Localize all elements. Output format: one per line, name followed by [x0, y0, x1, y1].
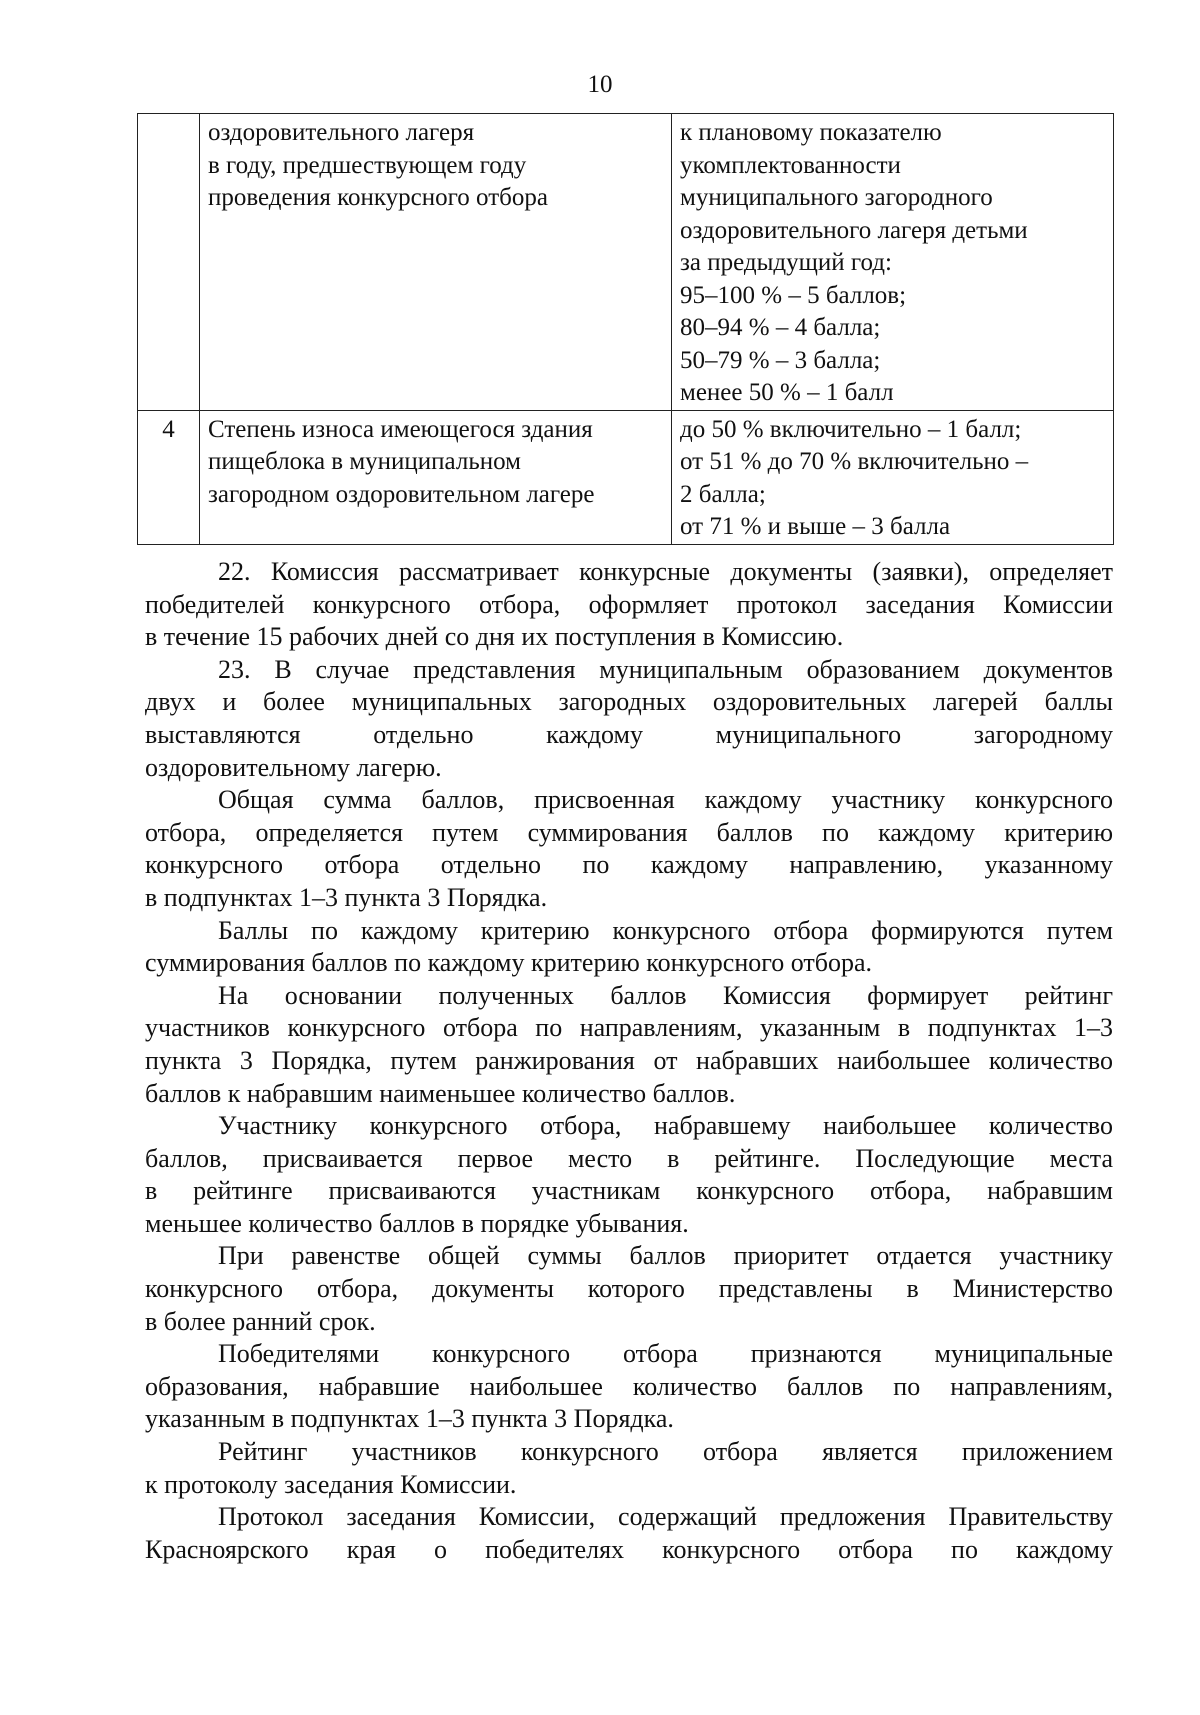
text-line: конкурсного отбора, документы которого представлены в Министерство: [145, 1274, 1113, 1304]
text-line: суммирования баллов по каждому критерию конкурсного отбора.: [145, 948, 873, 978]
paragraph-tie-break: [145, 1240, 1113, 1338]
table-cell-number: 4: [138, 410, 200, 544]
paragraph-22: [145, 556, 1113, 654]
scoring-line: 50–79 % – 3 балла;: [680, 346, 881, 374]
table-cell-scoring: [672, 410, 1114, 544]
scoring-line: укомплектованности: [680, 151, 901, 179]
text-line: баллов, присваивается первое место в рейтинге. Последующие места: [145, 1143, 1113, 1173]
text-line: двух и более муниципальных загородных оздоровительных лагерей баллы: [145, 687, 1113, 717]
text-line: указанным в подпунктах 1–3 пункта 3 Порядка.: [145, 1404, 674, 1434]
text-line: При равенстве общей суммы баллов приоритет отдается участнику: [218, 1241, 1113, 1271]
scoring-line: 95–100 % – 5 баллов;: [680, 281, 907, 309]
text-line: в подпунктах 1–3 пункта 3 Порядка.: [145, 882, 548, 912]
scoring-line: муниципального загородного: [680, 184, 993, 211]
text-line: отбора, определяется путем суммирования баллов по каждому критерию: [145, 817, 1113, 847]
criterion-line: Степень износа имеющегося здания: [208, 415, 593, 443]
text-line: меньшее количество баллов в порядке убывания.: [145, 1208, 689, 1238]
scoring-line: менее 50 % – 1 балл: [680, 379, 894, 406]
page-number: 10: [587, 71, 613, 98]
scoring-line: за предыдущий год:: [680, 249, 892, 276]
scoring-line: 80–94 % – 4 балла;: [680, 314, 881, 341]
table-cell-criterion: [200, 114, 672, 411]
table-cell-scoring: [672, 114, 1114, 411]
paragraph-rating-appendix: [145, 1436, 1113, 1501]
paragraph-winners: [145, 1338, 1113, 1436]
paragraph-rating: [145, 980, 1113, 1110]
text-line: Победителями конкурсного отбора признаются муниципальные: [218, 1339, 1113, 1369]
paragraph-protocol: [145, 1501, 1113, 1566]
table-cell-criterion: [200, 410, 672, 544]
table-cell-number: [138, 114, 200, 411]
text-line: образования, набравшие наибольшее количество баллов по направлениям,: [145, 1371, 1113, 1401]
scoring-line: 2 балла;: [680, 480, 766, 508]
text-line: выставляются отдельно каждому муниципального загородному: [145, 719, 1113, 749]
text-line: к протоколу заседания Комиссии.: [145, 1469, 517, 1499]
text-line: Рейтинг участников конкурсного отбора является приложением: [218, 1437, 1113, 1467]
text-line: 23. В случае представления муниципальным образованием документов: [218, 654, 1113, 684]
scoring-line: до 50 % включительно – 1 балл;: [680, 415, 1022, 443]
text-line: в рейтинге присваиваются участникам конкурсного отбора, набравшим: [145, 1176, 1113, 1206]
text-line: Красноярского края о победителях конкурсного отбора по каждому: [145, 1534, 1113, 1564]
scoring-line: оздоровительного лагеря детьми: [680, 216, 1028, 244]
scoring-line: от 71 % и выше – 3 балла: [680, 513, 951, 540]
text-line: На основании полученных баллов Комиссия формирует рейтинг: [218, 980, 1113, 1010]
table-row: [138, 410, 1114, 544]
text-line: победителей конкурсного отбора, оформляет протокол заседания Комиссии: [145, 589, 1113, 619]
paragraph-total-score: [145, 784, 1113, 914]
text-line: Баллы по каждому критерию конкурсного отбора формируются путем: [218, 915, 1113, 945]
criterion-line: загородном оздоровительном лагере: [208, 480, 595, 508]
text-line: пункта 3 Порядка, путем ранжирования от набравших наибольшее количество: [145, 1045, 1113, 1075]
text-line: Протокол заседания Комиссии, содержащий предложения Правительству: [218, 1502, 1113, 1532]
text-line: Участнику конкурсного отбора, набравшему наибольшее количество: [218, 1111, 1113, 1141]
text-line: участников конкурсного отбора по направлениям, указанным в подпунктах 1–3: [145, 1013, 1113, 1043]
criterion-line: проведения конкурсного отбора: [208, 184, 548, 211]
table-row: [138, 114, 1114, 411]
criterion-line: оздоровительного лагеря: [208, 119, 475, 146]
scoring-line: от 51 % до 70 % включительно –: [680, 448, 1029, 475]
scoring-line: к плановому показателю: [680, 119, 942, 146]
text-line: в течение 15 рабочих дней со дня их поступления в Комиссию.: [145, 622, 844, 652]
criterion-line: в году, предшествующем году: [208, 151, 527, 179]
text-line: Общая сумма баллов, присвоенная каждому участнику конкурсного: [218, 785, 1113, 815]
text-line: в более ранний срок.: [145, 1306, 376, 1336]
body-text: [145, 556, 1113, 1566]
paragraph-first-place: [145, 1110, 1113, 1240]
text-line: оздоровительному лагерю.: [145, 752, 442, 782]
criterion-line: пищеблока в муниципальном: [208, 448, 521, 475]
text-line: баллов к набравшим наименьшее количество баллов.: [145, 1078, 736, 1108]
paragraph-23: [145, 654, 1113, 784]
text-line: конкурсного отбора отдельно по каждому направлению, указанному: [145, 850, 1113, 880]
text-line: 22. Комиссия рассматривает конкурсные документы (заявки), определяет: [218, 557, 1113, 586]
paragraph-criteria-score: [145, 915, 1113, 980]
criteria-table: [137, 113, 1114, 545]
